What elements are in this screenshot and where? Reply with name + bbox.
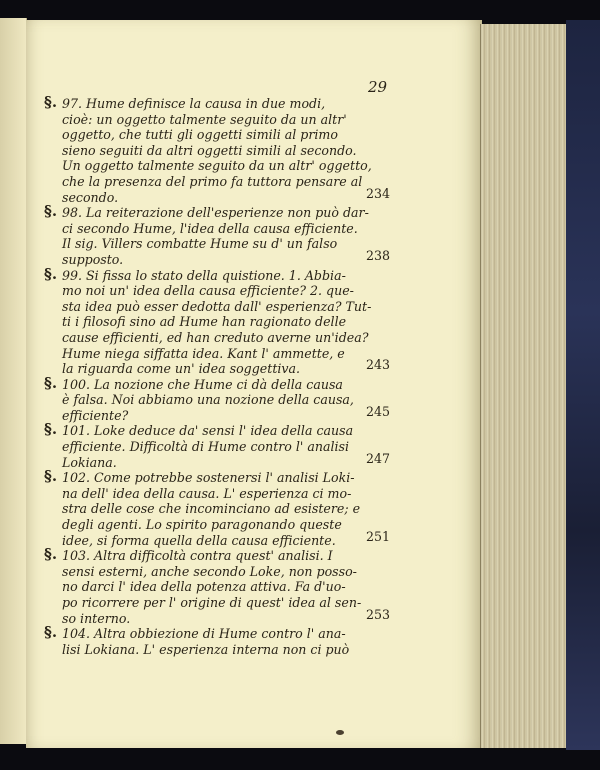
entry-line: no darci l' idea della potenza attiva. Fa d'uo- bbox=[62, 579, 346, 595]
entry-line: Lokiana. bbox=[62, 454, 117, 470]
page-reference: 234 bbox=[365, 185, 390, 201]
entry-line: che la presenza del primo fa tuttora pensare al bbox=[62, 173, 363, 189]
entry-line: Un oggetto talmente seguito da un altr' oggetto, bbox=[62, 158, 372, 174]
entry-line: sensi esterni, anche secondo Loke, non posso- bbox=[62, 563, 357, 579]
entry-line: cause efficienti, ed han creduto averne un'idea? bbox=[62, 329, 369, 345]
toc-entry bbox=[44, 373, 390, 424]
facing-page-edge bbox=[0, 18, 27, 744]
page-reference: 247 bbox=[365, 450, 390, 466]
entry-line: efficiente? bbox=[62, 407, 129, 423]
toc-entry bbox=[44, 467, 390, 548]
entry-line: Il sig. Villers combatte Hume su d' un falso bbox=[62, 236, 338, 252]
entry-line: na dell' idea della causa. L' esperienza ci mo- bbox=[62, 485, 352, 501]
toc-entry bbox=[44, 545, 390, 626]
entry-line: lisi Lokiana. L' esperienza interna non ci può bbox=[62, 641, 350, 657]
entry-line: 102. Come potrebbe sostenersi l' analisi Loki- bbox=[62, 470, 355, 486]
page-reference: 243 bbox=[365, 357, 390, 373]
page-block-edges bbox=[480, 24, 567, 748]
page-reference: 251 bbox=[365, 528, 390, 544]
entry-line: supposto. bbox=[62, 251, 124, 267]
page-reference: 245 bbox=[365, 403, 390, 419]
section-mark: §. bbox=[44, 373, 58, 392]
entry-line: sta idea può esser dedotta dall' esperienza? Tut- bbox=[62, 298, 372, 314]
entry-line: degli agenti. Lo spirito paragonando queste bbox=[62, 517, 342, 533]
entry-line: secondo. bbox=[62, 189, 119, 205]
entry-line: stra delle cose che incominciano ad esistere; e bbox=[62, 501, 361, 517]
entry-line: so interno. bbox=[62, 610, 131, 626]
entry-line: ci secondo Hume, l'idea della causa efficiente. bbox=[62, 220, 358, 236]
entry-line: oggetto, che tutti gli oggetti simili al primo bbox=[62, 127, 338, 143]
entry-line: è falsa. Noi abbiamo una nozione della causa, bbox=[62, 392, 354, 408]
book-cover-edge bbox=[566, 20, 600, 750]
ink-spot bbox=[336, 730, 344, 735]
entry-line: 100. La nozione che Hume ci dà della causa bbox=[62, 376, 343, 392]
section-mark: §. bbox=[44, 623, 58, 642]
entry-line: idee, si forma quella della causa efficiente. bbox=[62, 532, 336, 548]
section-mark: §. bbox=[44, 202, 58, 221]
entry-line: 97. Hume definisce la causa in due modi, bbox=[62, 96, 326, 111]
section-mark: §. bbox=[44, 264, 58, 283]
entry-line: Hume niega siffatta idea. Kant l' ammette, e bbox=[62, 345, 345, 361]
entry-line: cioè: un oggetto talmente seguito da un altr' bbox=[62, 111, 347, 127]
entry-line: ti i filosofi sino ad Hume han ragionato delle bbox=[62, 314, 347, 330]
toc-entry bbox=[44, 93, 390, 205]
toc-entry bbox=[44, 202, 390, 267]
entry-line: mo noi un' idea della causa efficiente? 2. que- bbox=[62, 283, 354, 299]
section-mark: §. bbox=[44, 420, 58, 439]
toc-entry bbox=[44, 420, 390, 470]
entry-line: 103. Altra difficoltà contra quest' analisi. I bbox=[62, 548, 333, 564]
entry-line: efficiente. Difficoltà di Hume contro l' analisi bbox=[62, 439, 350, 455]
toc-entry bbox=[44, 623, 390, 657]
entry-line: la riguarda come un' idea soggettiva. bbox=[62, 361, 301, 377]
table-of-contents bbox=[44, 93, 390, 657]
entry-line: sieno seguiti da altri oggetti simili al secondo. bbox=[62, 142, 357, 158]
entry-line: 99. Si fissa lo stato della quistione. 1. Abbia- bbox=[62, 267, 346, 283]
toc-entry bbox=[44, 264, 390, 377]
section-mark: §. bbox=[44, 93, 58, 111]
entry-line: 104. Altra obbiezione di Hume contro l' ana- bbox=[62, 626, 346, 642]
page-reference: 238 bbox=[365, 247, 390, 263]
section-mark: §. bbox=[44, 467, 58, 486]
entry-line: 101. Loke deduce da' sensi l' idea della causa bbox=[62, 423, 354, 439]
page-number: 29 bbox=[368, 78, 388, 96]
page-reference: 253 bbox=[365, 606, 390, 622]
entry-line: 98. La reiterazione dell'esperienze non può dar- bbox=[62, 205, 369, 221]
section-mark: §. bbox=[44, 545, 58, 564]
entry-line: po ricorrere per l' origine di quest' idea al sen- bbox=[62, 595, 362, 610]
